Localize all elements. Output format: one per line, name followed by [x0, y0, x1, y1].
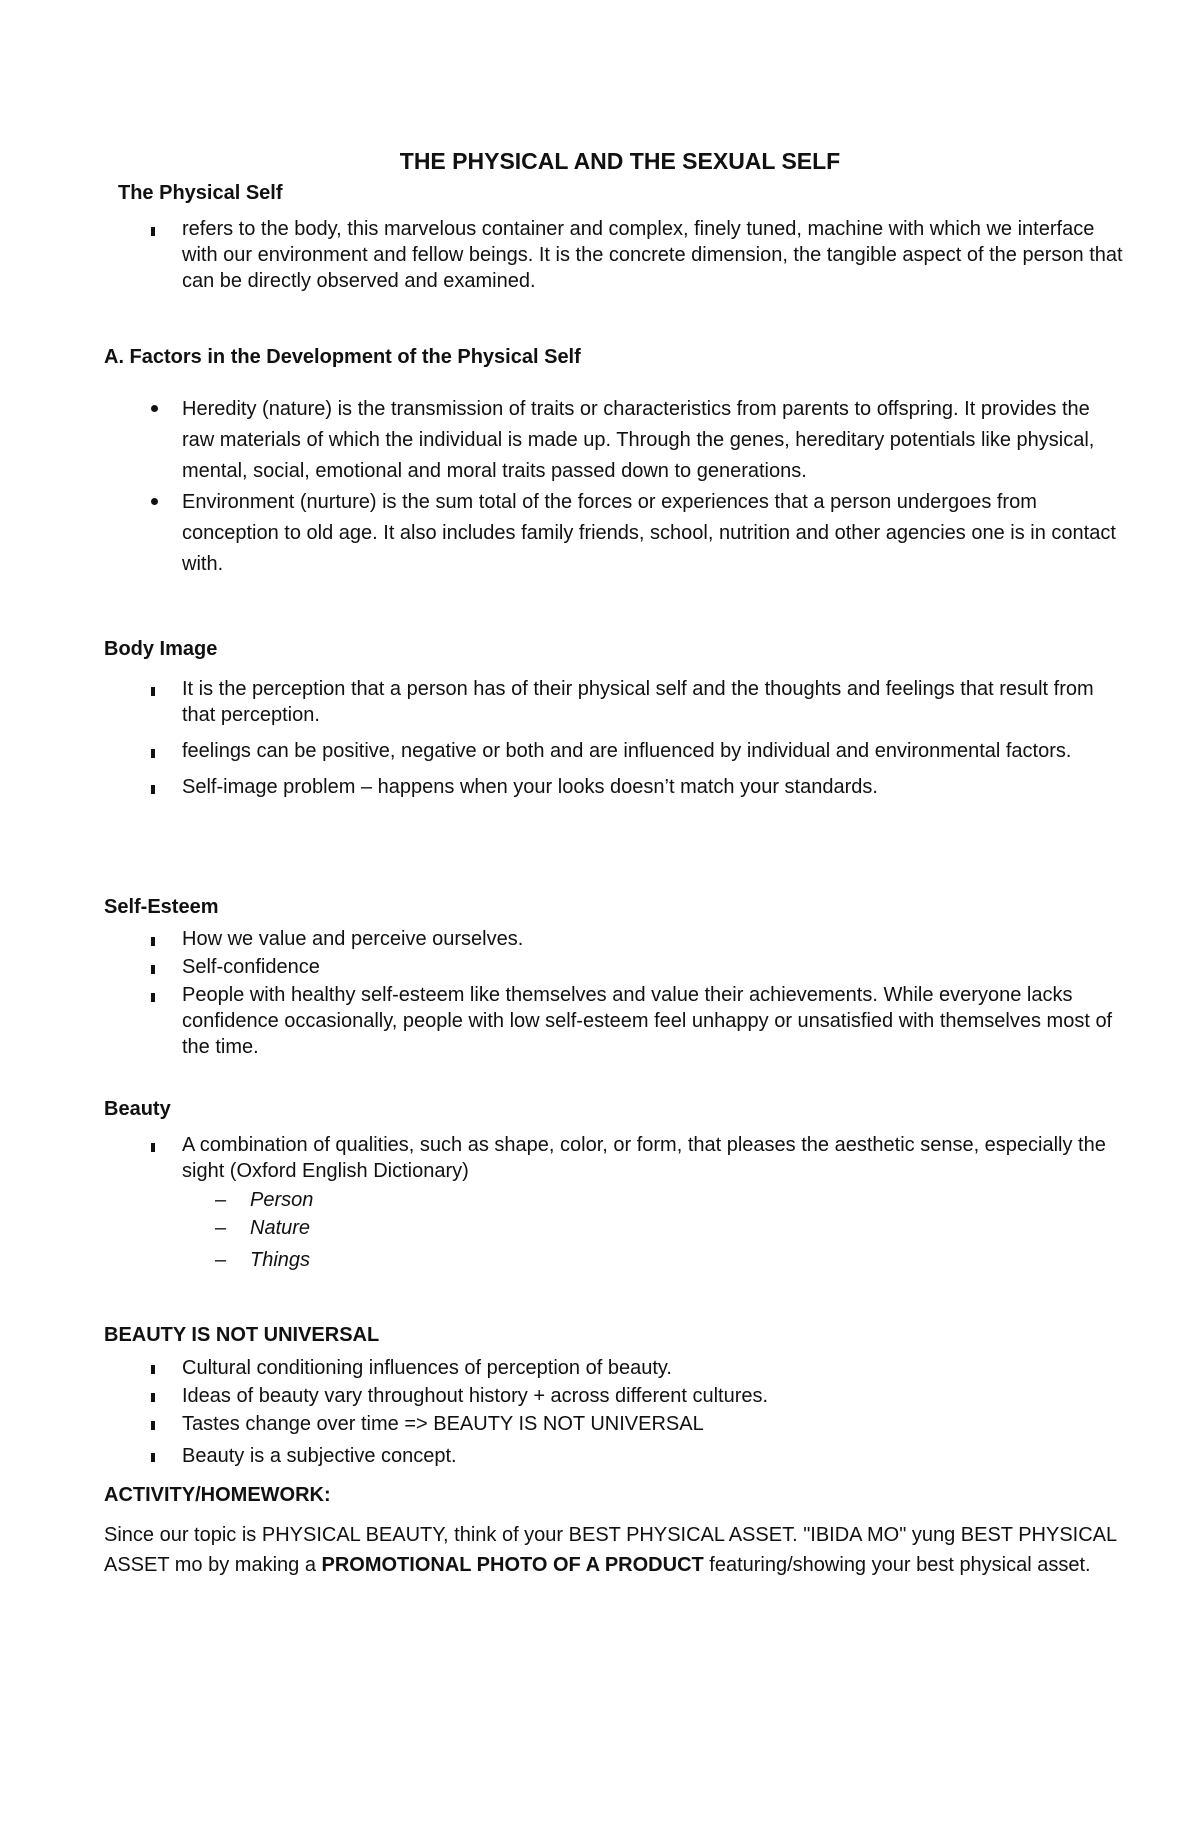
- list-item: refers to the body, this marvelous container and complex, finely tuned, machine with which we interface with our environment and fellow beings. It is the concrete dimension, the tangible aspect of the person that can be directly observed and examined.: [104, 216, 1124, 294]
- self-esteem-heading: Self-Esteem: [104, 896, 219, 918]
- list-item: A combination of qualities, such as shape, color, or form, that pleases the aesthetic sense, especially the sight (Oxford English Dictionary): [104, 1132, 1124, 1184]
- list-item: Tastes change over time => BEAUTY IS NOT UNIVERSAL: [104, 1410, 1124, 1438]
- sublist-item: – Nature: [215, 1214, 615, 1242]
- list-item: Cultural conditioning influences of perception of beauty.: [104, 1354, 1124, 1382]
- activity-paragraph: [104, 1520, 1124, 1580]
- beauty-heading: Beauty: [104, 1098, 171, 1120]
- list-item: Ideas of beauty vary throughout history + across different cultures.: [104, 1382, 1124, 1410]
- body-image-heading: Body Image: [104, 638, 218, 660]
- not-universal-heading: BEAUTY IS NOT UNIVERSAL: [104, 1324, 380, 1346]
- factors-heading: A. Factors in the Development of the Physical Self: [104, 346, 581, 368]
- list-item: Self-confidence: [104, 954, 1124, 980]
- list-item: How we value and perceive ourselves.: [104, 926, 1124, 952]
- beauty-sublist: [215, 1186, 615, 1274]
- self-esteem-list: [104, 926, 1124, 1060]
- list-item: Beauty is a subjective concept.: [104, 1442, 1124, 1470]
- physical-self-list: [104, 216, 1124, 294]
- activity-emphasis: PROMOTIONAL PHOTO OF A PRODUCT: [321, 1554, 704, 1576]
- not-universal-list: [104, 1354, 1124, 1470]
- sublist-item: – Things: [215, 1246, 615, 1274]
- physical-self-heading: The Physical Self: [118, 182, 283, 204]
- activity-text-end: featuring/showing your best physical asset.: [703, 1554, 1091, 1576]
- list-item: People with healthy self-esteem like themselves and value their achievements. While everyone lacks confidence occasionally, people with low self-esteem feel unhappy or unsatisfied with themselves most of the time.: [104, 982, 1124, 1060]
- list-item: Environment (nurture) is the sum total of the forces or experiences that a person undergoes from conception to old age. It also includes family friends, school, nutrition and other agencies one is in contact with.: [104, 487, 1124, 580]
- activity-heading: ACTIVITY/HOMEWORK:: [104, 1484, 331, 1506]
- beauty-list: [104, 1132, 1124, 1184]
- factors-list: [104, 394, 1124, 580]
- list-item: It is the perception that a person has of their physical self and the thoughts and feelings that result from that perception.: [104, 676, 1124, 728]
- list-item: Heredity (nature) is the transmission of traits or characteristics from parents to offspring. It provides the raw materials of which the individual is made up. Through the genes, hereditary potentials like physical, mental, social, emotional and moral traits passed down to generations.: [104, 394, 1124, 487]
- body-image-list: [104, 676, 1124, 800]
- page-title: THE PHYSICAL AND THE SEXUAL SELF: [399, 148, 841, 174]
- sublist-item: – Person: [215, 1186, 615, 1214]
- list-item: Self-image problem – happens when your looks doesn’t match your standards.: [104, 774, 1124, 800]
- activity-text: Since our topic is PHYSICAL BEAUTY, think of your BEST PHYSICAL ASSET. "IBIDA MO" yung BEST PHYSICAL ASSET mo by making a: [104, 1524, 1117, 1576]
- list-item: feelings can be positive, negative or both and are influenced by individual and environmental factors.: [104, 738, 1124, 764]
